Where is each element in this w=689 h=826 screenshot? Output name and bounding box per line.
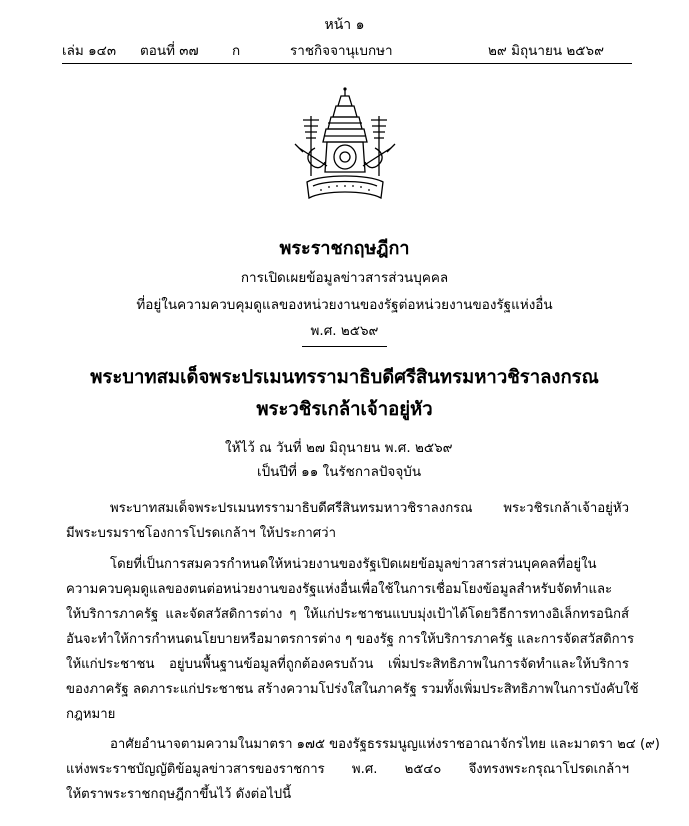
paragraph-3-line: อาศัยอำนาจตามความในมาตรา ๑๗๕ ของรัฐธรรมนูญแห่งราชอาณาจักรไทย และมาตรา ๒๔ (๙) <box>110 737 660 752</box>
gazette-section: ก <box>232 43 241 59</box>
gazette-date: ๒๙ มิถุนายน ๒๕๖๙ <box>488 43 604 59</box>
paragraph-2-line: ให้แก่ประชาชน อยู่บนพื้นฐานข้อมูลที่ถูกต้องครบถ้วน เพิ่มประสิทธิภาพในการจัดทำและให้บริการ <box>66 657 629 672</box>
decree-year: พ.ศ. ๒๕๖๙ <box>310 323 379 339</box>
monarch-name-line-1: พระบาทสมเด็จพระปรเมนทรรามาธิบดีศรีสินทรมหาวชิราลงกรณ <box>90 367 599 388</box>
monarch-name-line-2: พระวชิรเกล้าเจ้าอยู่หัว <box>256 399 433 420</box>
paragraph-1-line: พระบาทสมเด็จพระปรเมนทรรามาธิบดีศรีสินทรมหาวชิราลงกรณ พระวชิรเกล้าเจ้าอยู่หัว <box>110 501 629 516</box>
header-rule <box>62 63 632 64</box>
paragraph-2-line: ความควบคุมดูแลของตนต่อหน่วยงานของรัฐแห่งอื่นเพื่อใช้ในการเชื่อมโยงข้อมูลสำหรับจัดทำและ <box>66 582 613 597</box>
reign-year-line: เป็นปีที่ ๑๑ ในรัชกาลปัจจุบัน <box>257 464 422 480</box>
gazette-volume: เล่ม ๑๔๓ <box>62 43 117 59</box>
paragraph-1-line: มีพระบรมราชโองการโปรดเกล้าฯ ให้ประกาศว่า <box>66 526 336 541</box>
decree-subject-line-1: การเปิดเผยข้อมูลข่าวสารส่วนบุคคล <box>240 270 449 286</box>
paragraph-2-line: โดยที่เป็นการสมควรกำหนดให้หน่วยงานของรัฐเปิดเผยข้อมูลข่าวสารส่วนบุคคลที่อยู่ใน <box>110 557 597 572</box>
decree-subject-line-2: ที่อยู่ในความควบคุมดูแลของหน่วยงานของรัฐต่อหน่วยงานของรัฐแห่งอื่น <box>136 297 553 313</box>
given-date-line: ให้ไว้ ณ วันที่ ๒๗ มิถุนายน พ.ศ. ๒๕๖๙ <box>225 440 453 456</box>
gazette-publication: ราชกิจจานุเบกษา <box>290 43 393 59</box>
page-number: หน้า ๑ <box>324 17 365 33</box>
gazette-issue: ตอนที่ ๓๗ <box>140 43 199 59</box>
paragraph-2-line: ของภาครัฐ ลดภาระแก่ประชาชน สร้างความโปร่งใสในภาครัฐ รวมทั้งเพิ่มประสิทธิภาพในการบังคับใช้ <box>66 682 639 697</box>
paragraph-3-line: แห่งพระราชบัญญัติข้อมูลข่าวสารของราชการ พ.ศ. ๒๕๔๐ จึงทรงพระกรุณาโปรดเกล้าฯ <box>66 762 629 777</box>
title-divider <box>302 346 387 347</box>
paragraph-2-line: กฎหมาย <box>66 707 116 722</box>
royal-seal-emblem-icon <box>291 86 399 204</box>
paragraph-2-line: อันจะทำให้การกำหนดนโยบายหรือมาตรการต่าง ๆ ของรัฐ การให้บริการภาครัฐ และการจัดสวัสดิการ <box>66 632 635 647</box>
decree-type-title: พระราชกฤษฎีกา <box>279 238 410 259</box>
paragraph-3-line: ให้ตราพระราชกฤษฎีกาขึ้นไว้ ดังต่อไปนี้ <box>66 787 292 802</box>
paragraph-2-line: ให้บริการภาครัฐ และจัดสวัสดิการต่าง ๆ ให้แก่ประชาชนแบบมุ่งเป้าได้โดยวิธีการทางอิเล็กทรอนิกส์ <box>66 607 629 622</box>
